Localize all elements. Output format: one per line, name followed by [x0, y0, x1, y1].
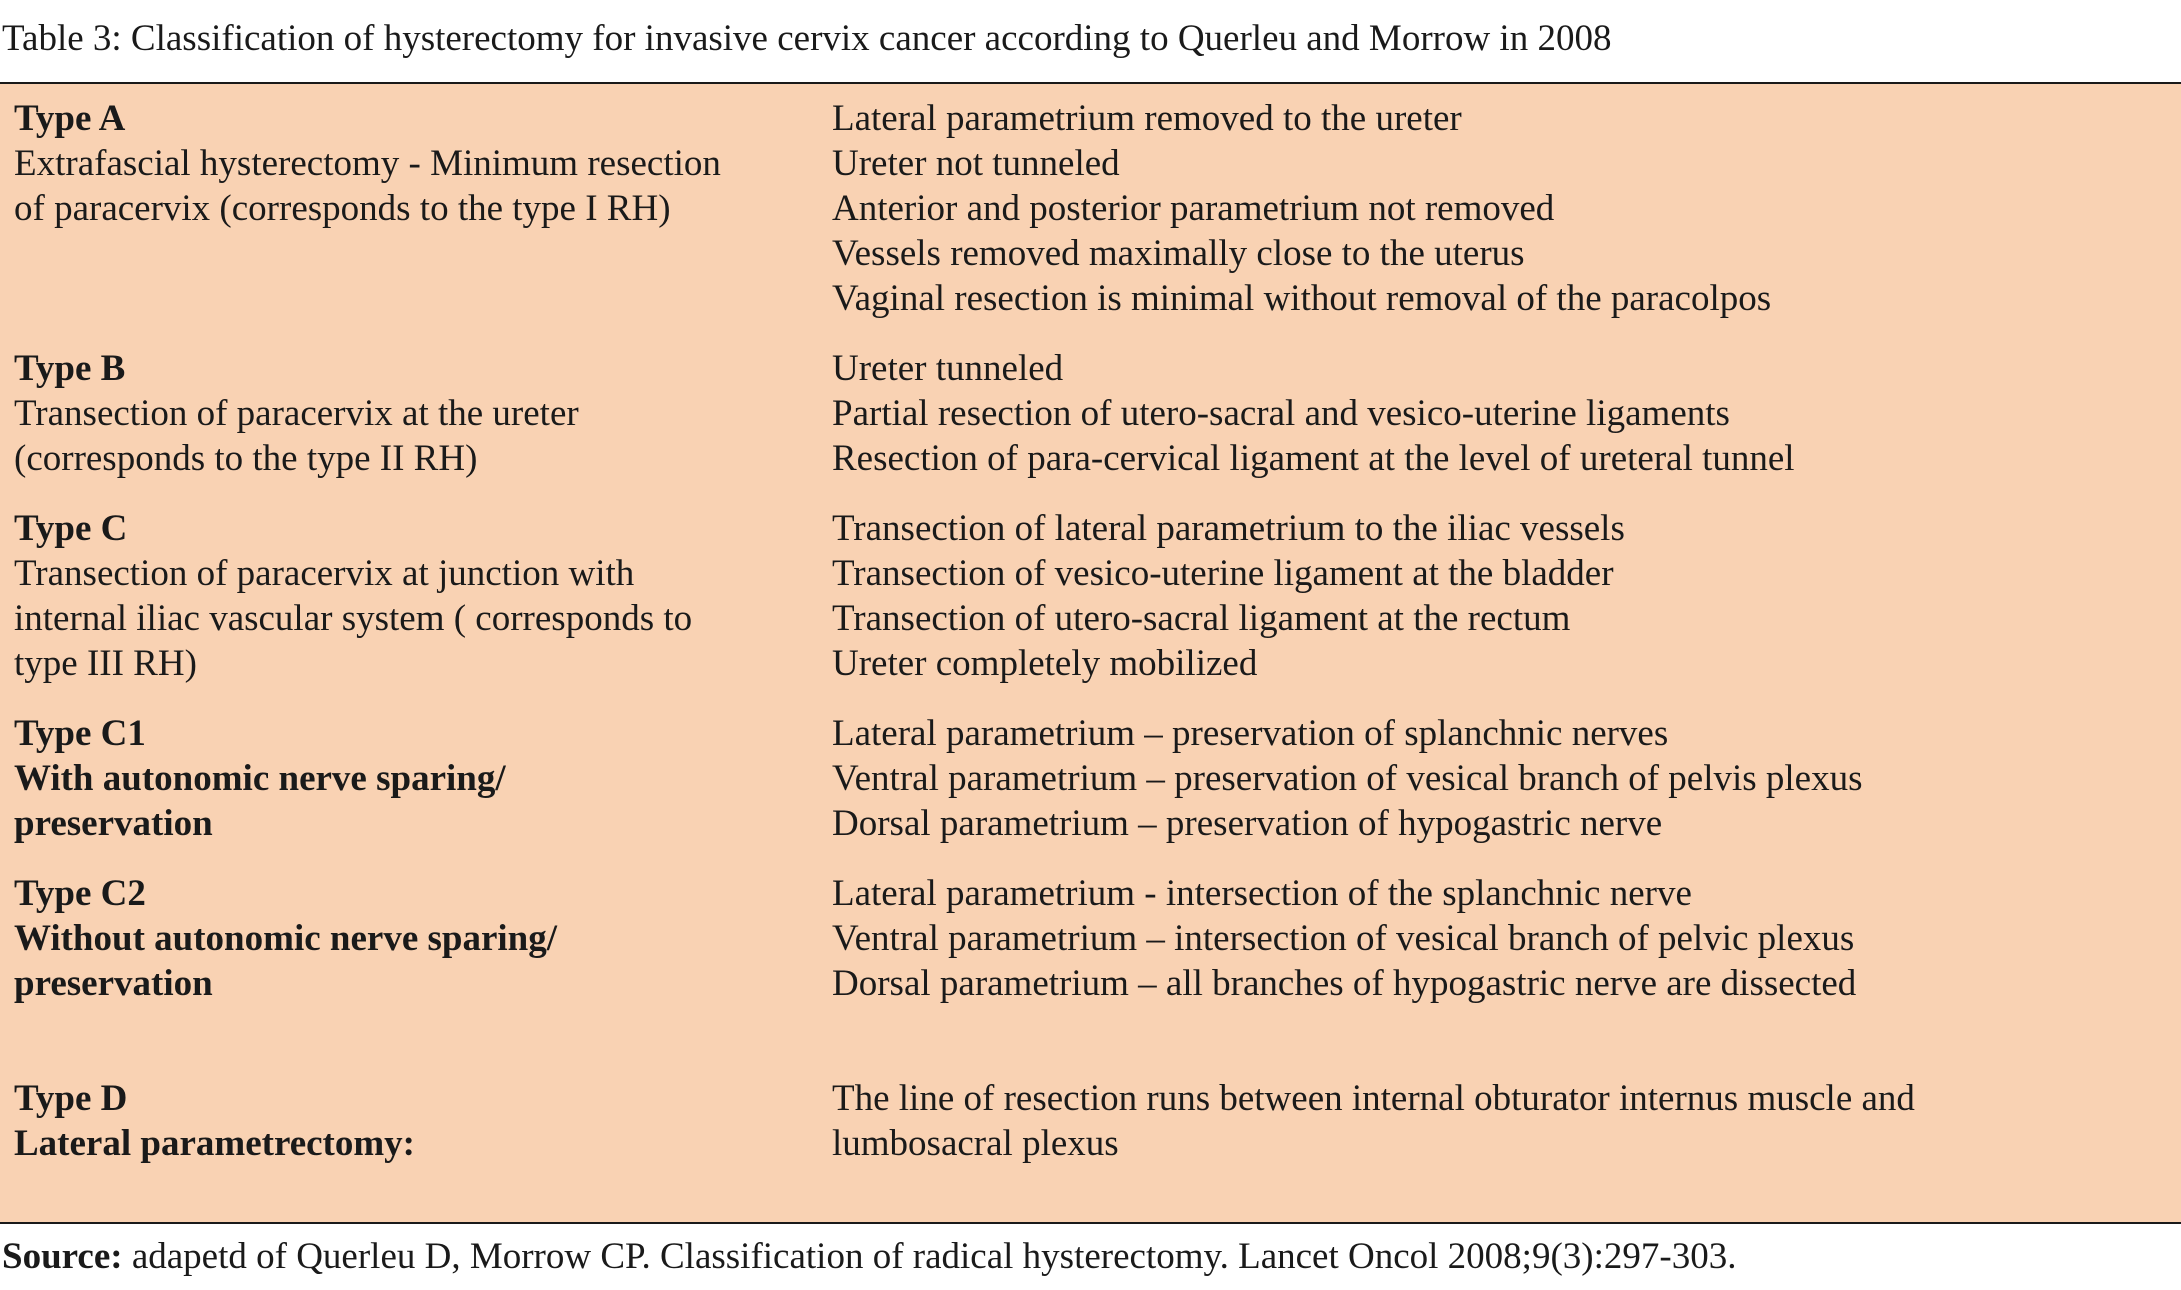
type-cell: [14, 96, 814, 231]
type-description-line: Without autonomic nerve sparing/: [14, 918, 558, 959]
detail-line: Lateral parametrium - intersection of the splanchnic nerve: [832, 873, 1692, 914]
type-description-line: internal iliac vascular system ( corresponds to: [14, 598, 693, 639]
source-text: adapetd of Querleu D, Morrow CP. Classification of radical hysterectomy. Lancet Oncol 2008;9(3):297-303.: [122, 1236, 1737, 1277]
detail-line: Resection of para-cervical ligament at the level of ureteral tunnel: [832, 438, 1795, 479]
type-description-line: Transection of paracervix at the ureter: [14, 393, 579, 434]
type-cell: [14, 346, 814, 481]
detail-line: Dorsal parametrium – all branches of hypogastric nerve are dissected: [832, 963, 1857, 1004]
detail-line: Vessels removed maximally close to the uterus: [832, 233, 1525, 274]
detail-line: Ureter not tunneled: [832, 143, 1120, 184]
detail-line: Dorsal parametrium – preservation of hypogastric nerve: [832, 803, 1663, 844]
detail-line: Ventral parametrium – preservation of vesical branch of pelvis plexus: [832, 758, 1863, 799]
source-note: [2, 1232, 1736, 1282]
bottom-rule: [0, 1222, 2181, 1224]
detail-cell: [832, 506, 2172, 686]
detail-cell: [832, 871, 2172, 1006]
type-description-line: of paracervix (corresponds to the type I RH): [14, 188, 671, 229]
detail-line: Lateral parametrium removed to the ureter: [832, 98, 1462, 139]
detail-line: Ureter completely mobilized: [832, 643, 1258, 684]
detail-line: lumbosacral plexus: [832, 1123, 1119, 1164]
type-label: Type D: [14, 1078, 128, 1119]
detail-cell: [832, 1076, 2172, 1166]
type-description-line: With autonomic nerve sparing/: [14, 758, 506, 799]
detail-line: Partial resection of utero-sacral and vesico-uterine ligaments: [832, 393, 1730, 434]
detail-cell: [832, 711, 2172, 846]
type-label: Type C: [14, 508, 128, 549]
type-description-line: Extrafascial hysterectomy - Minimum resection: [14, 143, 721, 184]
type-label: Type C1: [14, 713, 146, 754]
table-caption: Table 3: Classification of hysterectomy for invasive cervix cancer according to Querleu and Morrow in 2008: [2, 18, 1612, 59]
detail-line: Anterior and posterior parametrium not removed: [832, 188, 1555, 229]
type-label: Type B: [14, 348, 126, 389]
detail-line: Ventral parametrium – intersection of vesical branch of pelvic plexus: [832, 918, 1855, 959]
detail-line: Transection of utero-sacral ligament at the rectum: [832, 598, 1571, 639]
type-label: Type C2: [14, 873, 146, 914]
detail-line: Ureter tunneled: [832, 348, 1064, 389]
type-description-line: type III RH): [14, 643, 197, 684]
detail-line: Transection of lateral parametrium to the iliac vessels: [832, 508, 1625, 549]
detail-line: The line of resection runs between internal obturator internus muscle and: [832, 1078, 1915, 1119]
type-description-line: Lateral parametrectomy:: [14, 1123, 416, 1164]
classification-table: [0, 84, 2181, 1222]
source-label: Source:: [2, 1236, 123, 1277]
type-description-line: preservation: [14, 963, 213, 1004]
type-cell: [14, 711, 814, 846]
type-cell: [14, 871, 814, 1006]
type-cell: [14, 506, 814, 686]
type-label: Type A: [14, 98, 126, 139]
detail-cell: [832, 96, 2172, 321]
type-description-line: (corresponds to the type II RH): [14, 438, 478, 479]
detail-line: Vaginal resection is minimal without removal of the paracolpos: [832, 278, 1772, 319]
type-description-line: Transection of paracervix at junction with: [14, 553, 635, 594]
detail-line: Lateral parametrium – preservation of splanchnic nerves: [832, 713, 1669, 754]
detail-cell: [832, 346, 2172, 481]
type-description-line: preservation: [14, 803, 213, 844]
detail-line: Transection of vesico-uterine ligament at the bladder: [832, 553, 1614, 594]
type-cell: [14, 1076, 814, 1166]
